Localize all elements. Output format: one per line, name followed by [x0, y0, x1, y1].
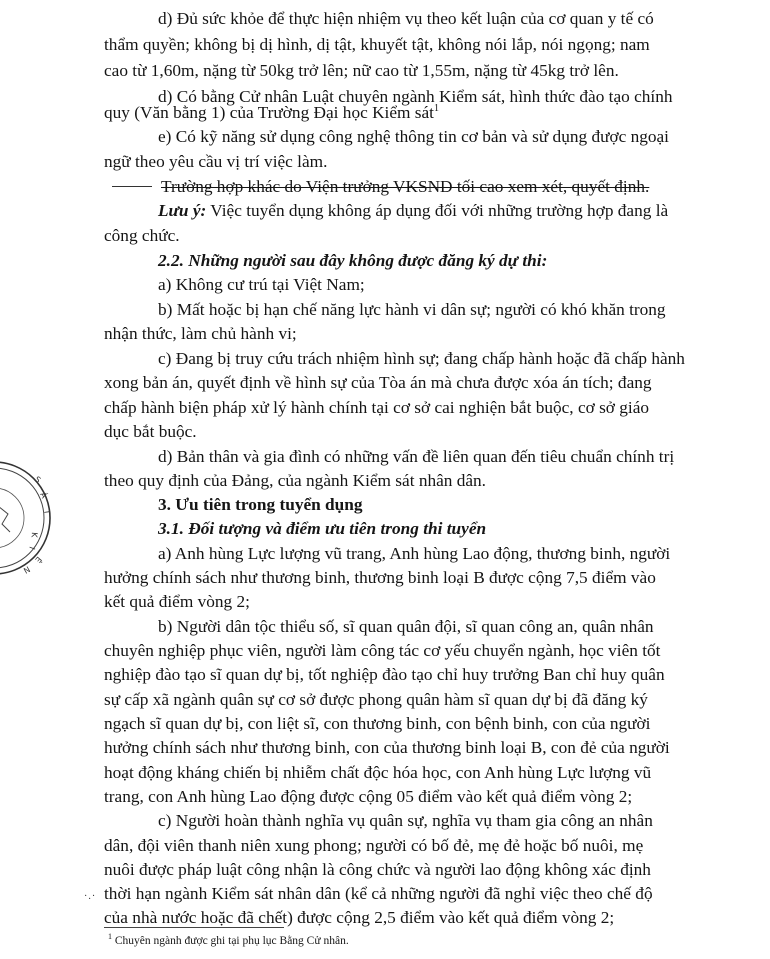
text-line: dục bắt buộc.: [104, 422, 197, 441]
text-line: d) Bản thân và gia đình có những vấn đề liên quan đến tiêu chuẩn chính trị: [158, 447, 675, 466]
text-line: trang, con Anh hùng Lao động được cộng 05 điểm vào kết quả điểm vòng 2;: [104, 787, 633, 806]
seal-letter: Ê: [33, 554, 44, 565]
text-line: d) Có bằng Cử nhân Luật chuyên ngành Kiểm sát, hình thức đào tạo chính: [158, 87, 673, 106]
footnote-text: Chuyên ngành được ghi tại phụ lục Bằng Cử nhân.: [112, 935, 349, 947]
seal-letter: S: [32, 474, 43, 485]
text-line: e) Có kỹ năng sử dụng công nghệ thông tin cơ bản và sử dụng được ngoại: [158, 127, 669, 146]
text-line: [104, 102, 439, 124]
footnote-mark: 1: [108, 932, 112, 942]
text-line: theo quy định của Đảng, của ngành Kiểm sát nhân dân.: [104, 471, 487, 490]
seal-letter: Á: [38, 490, 49, 500]
section-heading-3-1: 3.1. Đối tượng và điểm ưu tiên trong thi tuyển: [158, 519, 487, 538]
text-line: nhận thức, làm chủ hành vi;: [104, 324, 297, 343]
seal-ring-marks: [22, 475, 52, 575]
text-line: [158, 200, 668, 222]
text-line: cao từ 1,60m, nặng từ 50kg trở lên; nữ cao từ 1,55m, nặng từ 45kg trở lên.: [104, 61, 619, 80]
seal-letter: T: [42, 509, 52, 516]
text-line: nuôi được pháp luật công nhận là công chức và người lao động không xác định: [104, 860, 651, 879]
text-line: a) Không cư trú tại Việt Nam;: [158, 275, 365, 294]
section-heading-2-2: 2.2. Những người sau đây không được đăng ký dự thi:: [158, 251, 548, 270]
text-line: nghiệp đào tạo sĩ quan dự bị, tốt nghiệp đào tạo chỉ huy trưởng Ban chỉ huy quân: [104, 665, 665, 684]
official-seal-stamp: [0, 458, 56, 578]
text-segment: quy (Văn bằng 1) của Trường Đại học Kiểm sát: [104, 103, 434, 122]
text-line: hưởng chính sách như thương binh, thương binh loại B được cộng 7,5 điểm vào: [104, 568, 656, 587]
text-line: thời hạn ngành Kiểm sát nhân dân (kể cả những người đã nghỉ việc theo chế độ: [104, 884, 653, 903]
note-label: Lưu ý:: [158, 201, 207, 220]
text-line: b) Người dân tộc thiểu số, sĩ quan quân đội, sĩ quan công an, quân nhân: [158, 617, 654, 636]
footnote: [108, 933, 349, 949]
text-line: của nhà nước hoặc đã chết) được cộng 2,5 điểm vào kết quả điểm vòng 2;: [104, 908, 615, 927]
seal-letter: N: [21, 564, 32, 576]
footnote-divider: [104, 927, 284, 928]
strikethrough-dash: [112, 186, 152, 187]
seal-emblem: [0, 506, 10, 532]
seal-letter: K: [29, 531, 39, 538]
text-line: công chức.: [104, 226, 180, 245]
text-line: thẩm quyền; không bị dị hình, dị tật, khuyết tật, không nói lắp, nói ngọng; nam: [104, 35, 650, 54]
text-line: dân, đội viên thanh niên xung phong; người có bố đẻ, mẹ đẻ hoặc bố nuôi, mẹ: [104, 836, 644, 855]
text-line: sự cấp xã ngành quân sự cơ sở được phong quân hàm sĩ quan dự bị đã đăng ký: [104, 690, 648, 709]
text-line: kết quả điểm vòng 2;: [104, 592, 250, 611]
section-heading-3: 3. Ưu tiên trong tuyển dụng: [158, 495, 363, 514]
text-line: c) Đang bị truy cứu trách nhiệm hình sự; đang chấp hành hoặc đã chấp hành: [158, 349, 685, 368]
struck-text-line: Trường hợp khác do Viện trưởng VKSND tối cao xem xét, quyết định.: [161, 177, 650, 196]
text-line: b) Mất hoặc bị hạn chế năng lực hành vi dân sự; người có khó khăn trong: [158, 300, 666, 319]
seal-letter: I: [27, 545, 37, 551]
text-segment: Việc tuyển dụng không áp dụng đối với những trường hợp đang là: [206, 201, 669, 220]
seal-center-ring: [0, 488, 24, 548]
text-line: ngạch sĩ quan dự bị, con liệt sĩ, con thương binh, con bệnh binh, con của người: [104, 714, 651, 733]
text-line: hưởng chính sách như thương binh, con của thương binh loại B, con đẻ của người: [104, 738, 670, 757]
text-line: xong bản án, quyết định về hình sự của Tòa án mà chưa được xóa án tích; đang: [104, 373, 652, 392]
text-line: chuyên nghiệp phục viên, người làm công tác cơ yếu chuyển ngành, học viên tốt: [104, 641, 661, 660]
scan-artifact: ·.·: [84, 891, 97, 902]
text-line: a) Anh hùng Lực lượng vũ trang, Anh hùng Lao động, thương binh, người: [158, 544, 671, 563]
text-line: hoạt động kháng chiến bị nhiễm chất độc hóa học, con Anh hùng Lực lượng vũ: [104, 763, 652, 782]
text-line: c) Người hoàn thành nghĩa vụ quân sự, nghĩa vụ tham gia công an nhân: [158, 811, 653, 830]
text-line: chấp hành biện pháp xử lý hành chính tại cơ sở cai nghiện bắt buộc, cơ sở giáo: [104, 398, 650, 417]
text-line: ngữ theo yêu cầu vị trí việc làm.: [104, 152, 328, 171]
footnote-reference: 1: [434, 103, 439, 115]
text-line: d) Đủ sức khỏe để thực hiện nhiệm vụ theo kết luận của cơ quan y tế có: [158, 9, 654, 28]
